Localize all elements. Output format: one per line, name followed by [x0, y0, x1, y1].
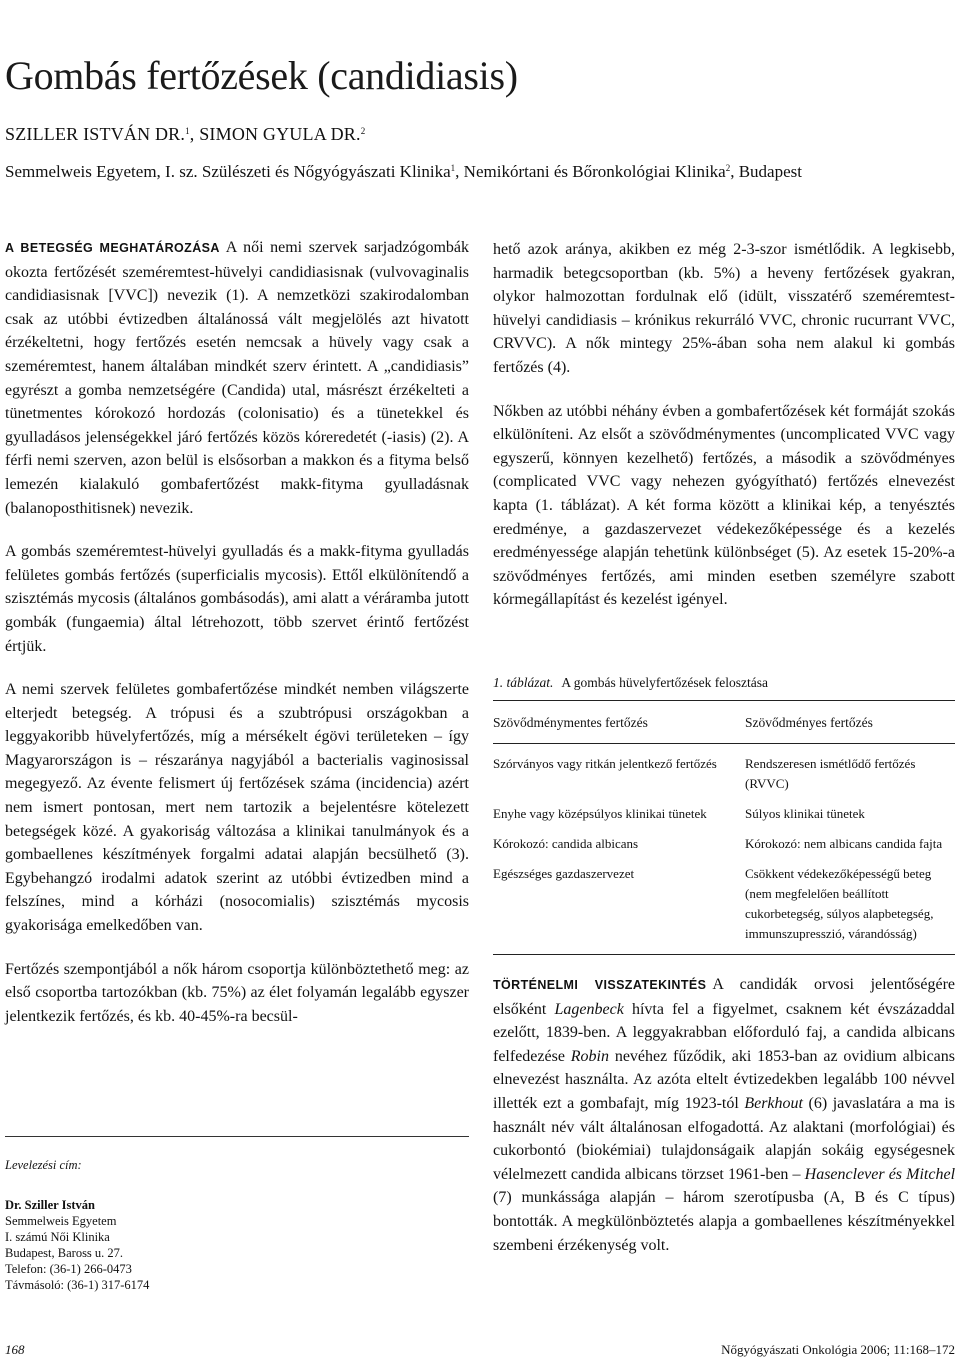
table-row — [493, 744, 955, 801]
table-cell: Csökkent védekezőképességű beteg (nem megfelelően beállított cukorbetegség, súlyos alapbetegség, immunszupresszió, várandósság) — [745, 866, 934, 941]
history-paragraph — [493, 973, 955, 1257]
history-text: nevéhez fűződik, aki 1853-ban az ovidium albicans elnevezést használta. Az azóta eltelt évtizedekben legalább 100 névvel illették ezt a gombafajt, míg 1923-tól — [493, 1047, 955, 1112]
affiliation-mark-1: 1 — [450, 163, 456, 173]
affiliation-part-3: , Budapest — [730, 162, 802, 181]
history-name: Lagenbeck — [554, 1000, 624, 1018]
table-header-row — [493, 701, 955, 744]
table-header-cell: Szövődménymentes fertőzés — [493, 715, 648, 730]
classification-table — [493, 700, 955, 955]
table-header-cell: Szövődményes fertőzés — [745, 715, 873, 730]
article-title: Gombás fertőzések (candidiasis) — [5, 53, 518, 98]
affiliation-part-1: Semmelweis Egyetem, I. sz. Szülészeti és Nőgyógyászati Klinika — [5, 162, 451, 181]
author-2-affil-mark: 2 — [360, 126, 366, 136]
author-separator: , — [189, 124, 200, 144]
definition-text: A női nemi szervek sarjadzógombák okozta fertőzését szeméremtest-hüvelyi candidiasisnak (vulvovaginalis candidiasisnak [VVC]) nevezik (1). A nemzetközi szakirodalomban csak az utóbbi évtizedben általánossá vált megjelölés azt hivatott érzékeltetni, hogy fertőzés esetén nemcsak a hüvely vagy csak a szeméremtest, hanem általában mindkét szerv érintett. A „candidiasis” egyrészt a gomba nemzetségére (Candida) utal, másrészt érzékelteti a tünetmentes kórokozó hordozás (colonisatio) és a tünetekkel és gyulladásos jelenségekkel járó fertőzés közös kóreredetét (-iasis) (2). A férfi nemi szerven, azon belül is elsősorban a makkon és a fityma belső lemezén kialakuló gombafertőzést makk-fityma gyulladásnak (balanoposthitisnek) nevezik. — [5, 239, 469, 517]
table-caption-label: 1. táblázat. — [493, 675, 554, 690]
table-cell: Kórokozó: nem albicans candida fajta — [745, 836, 943, 851]
history-name: Robin — [570, 1047, 609, 1065]
table-cell: Egészséges gazdaszervezet — [493, 866, 635, 881]
history-section — [493, 973, 955, 1257]
table-cell: Rendszeresen ismétlődő fertőzés (RVVC) — [745, 756, 916, 791]
correspondence-line: I. számú Női Klinika — [5, 1230, 110, 1244]
body-paragraph: A gombás szeméremtest-hüvelyi gyulladás és a makk-fityma gyulladás felületes gombás fertőzés (superficialis mycosis). Ettől elkülönítendő a szisztémás mycosis (általános gombásodás), ami alatt a véráramba jutott gombák (fungaemia) által létrehozott, több szervet érintő fertőzést értjük. — [5, 543, 469, 655]
table-cell: Enyhe vagy középsúlyos klinikai tünetek — [493, 806, 707, 821]
authors — [5, 124, 365, 145]
correspondence-address — [5, 1136, 469, 1293]
correspondence-name: Dr. Sziller István — [5, 1198, 95, 1212]
table-caption — [493, 675, 768, 691]
section-heading-definition: A BETEGSÉG MEGHATÁROZÁSA — [5, 241, 220, 255]
affiliation — [5, 162, 802, 182]
table-row — [493, 860, 955, 955]
body-paragraph: Nőkben az utóbbi néhány évben a gombafertőzések két formáját szokás elkülöníteni. Az elsőt a szövődménymentes (uncomplicated VVC vagy egyszerű, könnyen kezelhető) fertőzés, a második a szövődményes (complicated VVC vagy nehezen gyógyítható) fertőzés elnevezést kapta (1. táblázat). A két forma között a klinikai kép, a tenyésztés eredménye, a gazdaszervezet védekezőképessége és a kezelés eredményessége alapján tehetünk különbséget (5). Az esetek 15-20%-a szövődményes fertőzés, ami minden esetben személyre szabott kórmegállapítást és kezelést igényel. — [493, 402, 955, 609]
body-paragraph: A nemi szervek felületes gombafertőzése mindkét nemben világszerte elterjedt betegség. A trópusi és a szubtrópusi országokban a leggyakoribb hüvelyfertőzés, míg a mérsékelt égövi területeken – így Magyarországon is – részaránya nagyjából a bacterialis vaginosissal megegyező. Az évente felismert új fertőzések száma (incidencia) azért nem ismert pontosan, mert nem tartozik a bejelentésre kötelezett betegségek közé. A gyakoriság változása a klinikai tanulmányok és a gombaellenes készítmények forgalmi adatai alapján becsülhető (3). Egybehangzó irodalmi adatok szerint az utóbbi évtizedben mind a felszínes, mind a kórházi (nosocomialis) szisztémás mycosis gyakorisága emelkedőben van. — [5, 681, 469, 935]
body-paragraph: hető azok aránya, akikben ez még 2-3-szor ismétlődik. A legkisebb, harmadik betegcsoportban (kb. 5%) a heveny fertőzések gyakran, olykor halmozottan fordulnak elő (idült, visszatérő szeméremtest-hüvelyi candidiasis – krónikus rekurráló VVC, chronic rucurrant VVC, CRVVC). A nők mintegy 25%-ában soha nem alakul ki gombás fertőzés (4). — [493, 241, 955, 376]
table-row — [493, 800, 955, 830]
history-text: hívta fel a figyelmet, csaknem két évszázaddal ezelőtt, 1839-ben. A leggyakrabban előforduló faj, a candida albicans felfedezése — [493, 1000, 955, 1065]
correspondence-line: Telefon: (36-1) 266-0473 — [5, 1262, 132, 1276]
author-2: SIMON GYULA DR. — [199, 124, 361, 144]
author-1-affil-mark: 1 — [185, 126, 190, 136]
left-column — [5, 236, 469, 1028]
history-text: (7) munkássága alapján – három szerotípusba (A, B és C típus) bontották. A megkülönböztetés alapja a gombaellenes készítményekkel szembeni érzékenység volt. — [493, 1189, 955, 1254]
history-text: (6) javaslatára a ma is használt név vált általánosan elfogadottá. Az alaktani (morfológiai) és cukorbontó (biokémiai) tulajdonságaik alapján sokáig egységesnek vélelmezett candida albicans törzset 1961-ben – — [493, 1094, 956, 1183]
history-name: Berkhout — [744, 1094, 803, 1112]
correspondence-line: Semmelweis Egyetem — [5, 1214, 117, 1228]
section-heading-history: TÖRTÉNELMI VISSZATEKINTÉS — [493, 978, 707, 992]
table-cell: Súlyos klinikai tünetek — [745, 806, 865, 821]
correspondence-line: Budapest, Baross u. 27. — [5, 1246, 124, 1260]
table-cell: Kórokozó: candida albicans — [493, 836, 639, 851]
body-paragraph: Fertőzés szempontjából a nők három csoportja különböztethető meg: az első csoportba tartozókban (kb. 75%) az élet folyamán legalább egyszer jelentkezik fertőzés, és kb. 40-45%-ra becsül- — [5, 960, 469, 1025]
right-column — [493, 238, 955, 612]
affiliation-mark-2: 2 — [725, 163, 731, 173]
table-row — [493, 830, 955, 860]
journal-citation: Nőgyógyászati Onkológia 2006; 11:168–172 — [721, 1342, 955, 1357]
affiliation-part-2: , Nemikórtani és Bőronkológiai Klinika — [455, 162, 726, 181]
table-caption-text: A gombás hüvelyfertőzések felosztása — [561, 675, 768, 690]
author-1: SZILLER ISTVÁN DR. — [5, 124, 186, 144]
correspondence-label: Levelezési cím: — [5, 1158, 82, 1172]
correspondence-line: Távmásoló: (36-1) 317-6174 — [5, 1278, 150, 1292]
table-cell: Szórványos vagy ritkán jelentkező fertőzés — [493, 756, 717, 771]
history-name: Hasenclever és Mitchel — [804, 1165, 956, 1183]
page-number: 168 — [5, 1342, 25, 1357]
intro-paragraph — [5, 236, 469, 520]
history-text: A candidák orvosi jelentőségére elsőként — [493, 976, 955, 1018]
